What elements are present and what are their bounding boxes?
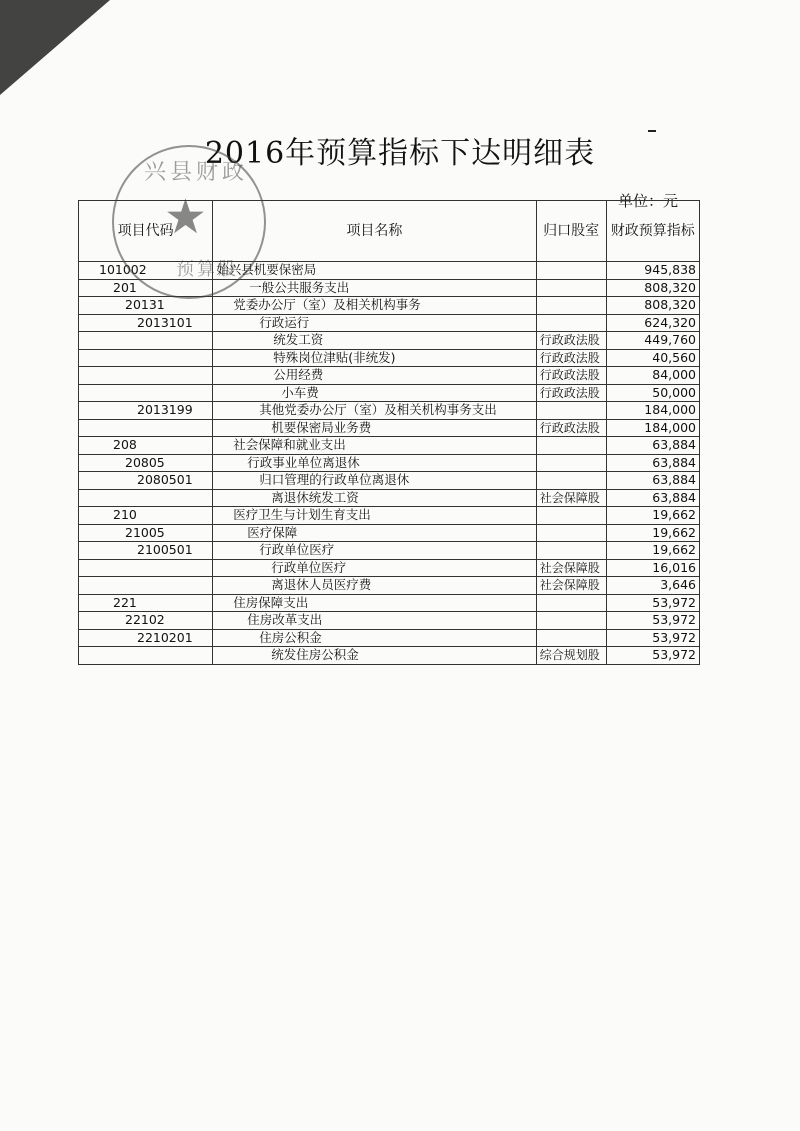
row-amount: 945,838	[606, 262, 699, 280]
table-row	[79, 402, 700, 420]
row-code: 101002	[79, 262, 213, 280]
row-name: 特殊岗位津贴(非统发)	[213, 349, 536, 367]
row-dept: 行政政法股	[536, 384, 606, 402]
row-amount: 16,016	[606, 559, 699, 577]
table-body	[79, 262, 700, 665]
row-code: 208	[79, 437, 213, 455]
row-name: 住房改革支出	[213, 612, 536, 630]
budget-table	[78, 200, 700, 665]
table-row	[79, 332, 700, 350]
table-row	[79, 437, 700, 455]
row-code: 201	[79, 279, 213, 297]
row-code: 22102	[79, 612, 213, 630]
row-name: 统发住房公积金	[213, 647, 536, 665]
table-row	[79, 489, 700, 507]
row-name: 统发工资	[213, 332, 536, 350]
row-name: 归口管理的行政单位离退休	[213, 472, 536, 490]
row-code	[79, 577, 213, 595]
page-title: 2016年预算指标下达明细表	[204, 136, 596, 171]
table-row	[79, 559, 700, 577]
row-dept	[536, 437, 606, 455]
row-code: 2100501	[79, 542, 213, 560]
row-code: 2080501	[79, 472, 213, 490]
row-name: 行政运行	[213, 314, 536, 332]
row-code	[79, 349, 213, 367]
row-name: 离退休统发工资	[213, 489, 536, 507]
row-code: 20131	[79, 297, 213, 315]
row-name: 行政事业单位离退休	[213, 454, 536, 472]
table-row	[79, 629, 700, 647]
row-dept	[536, 402, 606, 420]
table-row	[79, 507, 700, 525]
row-dept: 行政政法股	[536, 367, 606, 385]
row-name: 住房公积金	[213, 629, 536, 647]
row-name: 医疗保障	[213, 524, 536, 542]
table-row	[79, 262, 700, 280]
row-amount: 53,972	[606, 594, 699, 612]
row-amount: 624,320	[606, 314, 699, 332]
row-amount: 808,320	[606, 279, 699, 297]
row-dept: 行政政法股	[536, 332, 606, 350]
row-code: 2013101	[79, 314, 213, 332]
row-amount: 53,972	[606, 612, 699, 630]
row-code	[79, 419, 213, 437]
row-dept: 行政政法股	[536, 419, 606, 437]
row-name: 离退休人员医疗费	[213, 577, 536, 595]
row-dept	[536, 612, 606, 630]
row-name: 党委办公厅（室）及相关机构事务	[213, 297, 536, 315]
row-amount: 63,884	[606, 437, 699, 455]
table-row	[79, 297, 700, 315]
row-amount: 53,972	[606, 629, 699, 647]
row-amount: 84,000	[606, 367, 699, 385]
official-seal-icon: 兴县财政 ★ 预算股	[112, 145, 266, 299]
row-name: 公用经费	[213, 367, 536, 385]
row-amount: 184,000	[606, 402, 699, 420]
row-name: 始兴县机要保密局	[213, 262, 536, 280]
row-code	[79, 489, 213, 507]
row-dept	[536, 629, 606, 647]
row-dept: 行政政法股	[536, 349, 606, 367]
row-name: 社会保障和就业支出	[213, 437, 536, 455]
table-row	[79, 647, 700, 665]
row-name: 机要保密局业务费	[213, 419, 536, 437]
row-name: 小车费	[213, 384, 536, 402]
row-dept	[536, 454, 606, 472]
table-row	[79, 472, 700, 490]
row-dept	[536, 472, 606, 490]
header-code: 项目代码	[79, 201, 213, 262]
row-dept: 社会保障股	[536, 577, 606, 595]
row-dept	[536, 542, 606, 560]
row-amount: 50,000	[606, 384, 699, 402]
row-code	[79, 367, 213, 385]
row-amount: 53,972	[606, 647, 699, 665]
row-amount: 808,320	[606, 297, 699, 315]
row-amount: 40,560	[606, 349, 699, 367]
row-code: 2210201	[79, 629, 213, 647]
row-name: 行政单位医疗	[213, 559, 536, 577]
table-row	[79, 542, 700, 560]
header-name: 项目名称	[213, 201, 536, 262]
row-dept: 社会保障股	[536, 489, 606, 507]
table-row	[79, 419, 700, 437]
row-dept	[536, 314, 606, 332]
row-amount: 19,662	[606, 524, 699, 542]
row-name: 医疗卫生与计划生育支出	[213, 507, 536, 525]
row-name: 其他党委办公厅（室）及相关机构事务支出	[213, 402, 536, 420]
table-row	[79, 612, 700, 630]
table-row	[79, 314, 700, 332]
star-icon: ★	[164, 189, 208, 245]
table-row	[79, 454, 700, 472]
row-amount: 449,760	[606, 332, 699, 350]
row-dept	[536, 297, 606, 315]
table-row	[79, 524, 700, 542]
scan-corner-shadow	[0, 0, 110, 95]
row-code	[79, 559, 213, 577]
row-amount: 63,884	[606, 472, 699, 490]
row-name: 一般公共服务支出	[213, 279, 536, 297]
row-code: 21005	[79, 524, 213, 542]
row-dept	[536, 594, 606, 612]
row-dept	[536, 262, 606, 280]
table-row	[79, 349, 700, 367]
row-amount: 3,646	[606, 577, 699, 595]
row-code	[79, 647, 213, 665]
row-amount: 63,884	[606, 489, 699, 507]
table-header-row	[79, 201, 700, 262]
row-amount: 63,884	[606, 454, 699, 472]
row-amount: 19,662	[606, 542, 699, 560]
table-row	[79, 577, 700, 595]
scan-mark	[648, 130, 656, 132]
row-dept	[536, 507, 606, 525]
unit-label: 单位：元	[618, 192, 679, 210]
table-row	[79, 594, 700, 612]
header-amount: 财政预算指标	[606, 201, 699, 262]
row-name: 住房保障支出	[213, 594, 536, 612]
header-dept: 归口股室	[536, 201, 606, 262]
table-row	[79, 367, 700, 385]
row-dept	[536, 524, 606, 542]
row-code: 210	[79, 507, 213, 525]
row-dept: 社会保障股	[536, 559, 606, 577]
row-code	[79, 384, 213, 402]
row-amount: 19,662	[606, 507, 699, 525]
row-code: 221	[79, 594, 213, 612]
row-code: 2013199	[79, 402, 213, 420]
row-dept	[536, 279, 606, 297]
row-name: 行政单位医疗	[213, 542, 536, 560]
row-amount: 184,000	[606, 419, 699, 437]
row-code	[79, 332, 213, 350]
row-dept: 综合规划股	[536, 647, 606, 665]
table-row	[79, 384, 700, 402]
table-row	[79, 279, 700, 297]
row-code: 20805	[79, 454, 213, 472]
